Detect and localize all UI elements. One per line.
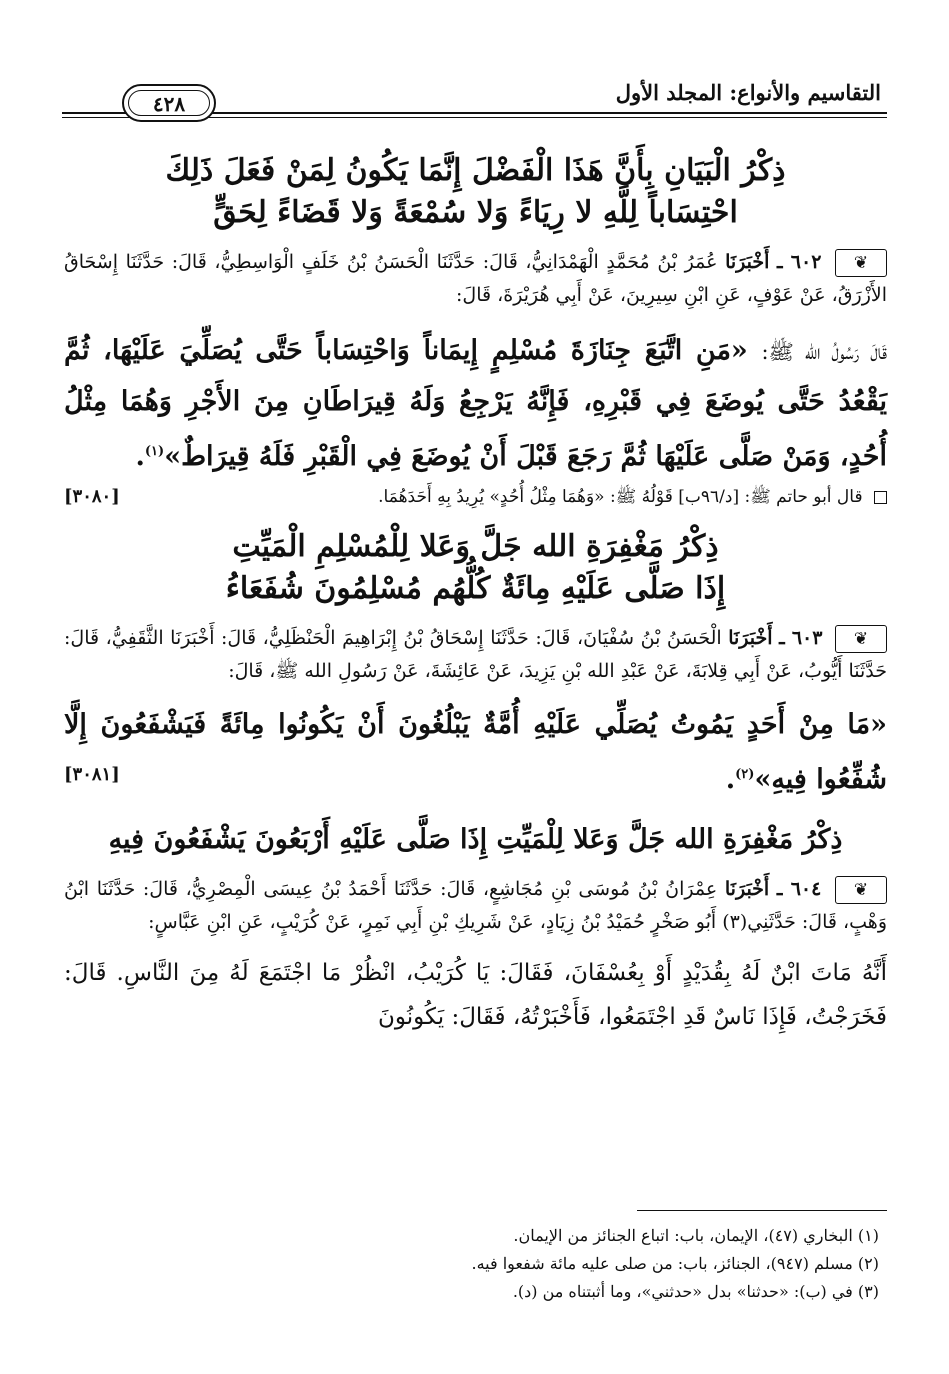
footnote-separator <box>637 1210 887 1211</box>
isnad-paragraph <box>64 622 887 688</box>
isnad-text: الْحَسَنُ بْنُ سُفْيَانَ، قَالَ: حَدَّثَنَا إِسْحَاقُ بْنُ إِبْرَاهِيمَ الْحَنْظَلِيُّ، قَالَ: أَخْبَرَنَا الثَّقَفِيُّ، قَالَ: حَدَّثَنَا أَيُّوبُ، عَنْ أَبِي قِلابَةَ، عَنْ عَبْدِ الله بْنِ يَزِيدَ، عَنْ عَائِشَةَ، عَنْ رَسُولِ الله ﷺ، قَالَ: <box>64 627 887 682</box>
hadith-number: ٦٠٣ ـ <box>779 627 823 649</box>
footnote: (٢) مسلم (٩٤٧)، الجنائز، باب: من صلى عليه مائة شفعوا فيه. <box>471 1254 879 1273</box>
footnote: (١) البخاري (٤٧)، الإيمان، باب: اتباع الجنائز من الإيمان. <box>513 1226 879 1245</box>
hadith-marker-icon: ❦ <box>835 249 887 277</box>
reference-number: [٣٠٨١] <box>64 764 120 785</box>
akhbarana-label: أَخْبَرَنَا <box>728 627 773 649</box>
isnad-text: عِمْرَانُ بْنُ مُوسَى بْنِ مُجَاشِعٍ، قَالَ: حَدَّثَنَا أَحْمَدُ بْنُ عِيسَى الْمِصْرِيُّ، قَالَ: حَدَّثَنَا ابْنُ وَهْبٍ، قَالَ: حَدَّثَنِي(٣) أَبُو صَخْرٍ حُمَيْدُ بْنُ زِيَادٍ، عَنْ شَرِيكِ بْنِ أَبِي نَمِرٍ، عَنْ كُرَيْبٍ، عَنِ ابْنِ عَبَّاسٍ: <box>64 878 887 933</box>
akhbarana-label: أَخْبَرَنَا <box>724 878 770 900</box>
square-bullet-icon <box>874 491 887 504</box>
matn-text: «مَنِ اتَّبَعَ جِنَازَةَ مُسْلِمٍ إِيمَاناً وَاحْتِسَاباً حَتَّى يُصَلِّيَ عَلَيْهَا، ثُمَّ يَقْعُدُ حَتَّى يُوضَعَ فِي قَبْرِهِ، فَإِنَّهُ يَرْجِعُ وَلَهُ قِيرَاطَانِ مِنَ الأَجْرِ وَهُمَا مِثْلُ أُحُدٍ، وَمَنْ صَلَّى عَلَيْهَا ثُمَّ رَجَعَ قَبْلَ أَنْ يُوضَعَ فِي الْقَبْرِ فَلَهُ قِيرَاطٌ» <box>64 335 887 472</box>
chapter-heading-line: ذِكْرُ مَغْفِرَةِ الله جَلَّ وَعَلا لِلْمَيِّتِ إِذَا صَلَّى عَلَيْهِ أَرْبَعُونَ يَشْفَعُونَ فِيهِ <box>108 824 843 855</box>
page-number-frame <box>122 84 216 122</box>
chapter-heading-line: ذِكْرُ الْبَيَانِ بِأَنَّ هَذَا الْفَضْلَ إِنَّمَا يَكُونُ لِمَنْ فَعَلَ ذَلِكَ <box>165 153 786 188</box>
note-line <box>64 482 887 512</box>
hadith-number: ٦٠٤ ـ <box>776 878 822 900</box>
reference-number: [٣٠٨٠] <box>64 486 120 507</box>
page-number: ٤٢٨ <box>128 90 210 116</box>
isnad-paragraph <box>64 246 887 312</box>
matn-intro: قَالَ رَسُولُ الله ﷺ: <box>761 340 887 364</box>
chapter-heading <box>64 150 887 234</box>
footnote-ref: (١) <box>144 444 165 459</box>
matn-paragraph: «مَا مِنْ أَحَدٍ يَمُوتُ يُصَلِّي عَلَيْهِ أُمَّةٌ يَبْلُغُونَ أَنْ يَكُونُوا مِائَةً فَيَشْفَعُونَ إِلَّا شُفِّعُوا فِيهِ»$^{(٢)}$. [٣٠٨١] <box>64 700 887 805</box>
isnad-paragraph <box>64 873 887 939</box>
footnotes <box>70 1222 879 1306</box>
page-body <box>64 150 887 1039</box>
chapter-heading <box>64 819 887 861</box>
matn-paragraph: قَالَ رَسُولُ الله ﷺ: «مَنِ اتَّبَعَ جِنَازَةَ مُسْلِمٍ إِيمَاناً وَاحْتِسَاباً حَتَّى يُصَلِّيَ عَلَيْهَا، ثُمَّ يَقْعُدُ حَتَّى يُوضَعَ فِي قَبْرِهِ، فَإِنَّهُ يَرْجِعُ وَلَهُ قِيرَاطَانِ مِنَ الأَجْرِ وَهُمَا مِثْلُ أُحُدٍ، وَمَنْ صَلَّى عَلَيْهَا ثُمَّ رَجَعَ قَبْلَ أَنْ يُوضَعَ فِي الْقَبْرِ فَلَهُ قِيرَاطٌ»$^{(١)}$. <box>64 335 887 472</box>
chapter-heading <box>64 526 887 610</box>
chapter-heading-line: ذِكْرُ مَغْفِرَةِ الله جَلَّ وَعَلا لِلْمُسْلِمِ الْمَيِّتِ <box>232 529 719 564</box>
footnote: (٣) في (ب): «حدثنا» بدل «حدثني»، وما أثبتناه من (د). <box>512 1282 879 1301</box>
note-text: قال أبو حاتم ﷺ: [د/٩٦ب] قَوْلُهُ ﷺ: «وَهُمَا مِثْلُ أُحُدٍ» يُرِيدُ بِهِ أَحَدَهُمَا. <box>378 487 863 507</box>
isnad-text: عُمَرُ بْنُ مُحَمَّدٍ الْهَمْدَانِيُّ، قَالَ: حَدَّثَنَا الْحَسَنُ بْنُ خَلَفٍ الْوَاسِطِيُّ، قَالَ: حَدَّثَنَا إِسْحَاقُ الأَزْرَقُ، عَنْ عَوْفٍ، عَنِ ابْنِ سِيرِينَ، عَنْ أَبِي هُرَيْرَةَ، قَالَ: <box>64 251 887 306</box>
matn-text: «مَا مِنْ أَحَدٍ يَمُوتُ يُصَلِّي عَلَيْهِ أُمَّةٌ يَبْلُغُونَ أَنْ يَكُونُوا مِائَةً فَيَشْفَعُونَ إِلَّا شُفِّعُوا فِيهِ» <box>64 709 887 795</box>
running-title: التقاسيم والأنواع: المجلد الأول <box>615 80 881 105</box>
hadith-marker-icon: ❦ <box>835 876 887 904</box>
chapter-heading-line: احْتِسَاباً لِلَّهِ لا رِيَاءً وَلا سُمْعَةً وَلا قَضَاءً لِحَقٍّ <box>213 195 738 230</box>
running-header <box>62 70 887 126</box>
matn-paragraph <box>64 951 887 1039</box>
hadith-number: ٦٠٢ ـ <box>777 251 822 273</box>
hadith-marker-icon: ❦ <box>835 625 887 653</box>
footnote-ref: (٢) <box>735 767 755 782</box>
chapter-heading-line: إِذَا صَلَّى عَلَيْهِ مِائَةٌ كُلُّهُم مُسْلِمُونَ شُفَعَاءُ <box>225 571 726 606</box>
akhbarana-label: أَخْبَرَنَا <box>725 251 770 273</box>
matn-text: أَنَّهُ مَاتَ ابْنٌ لَهُ بِقُدَيْدٍ أَوْ بِعُسْفَانَ، فَقَالَ: يَا كُرَيْبُ، انْظُرْ مَا اجْتَمَعَ لَهُ مِنَ النَّاسِ. قَالَ: فَخَرَجْتُ، فَإِذَا نَاسٌ قَدِ اجْتَمَعُوا، فَأَخْبَرْتُهُ، فَقَالَ: يَكُونُونَ <box>64 960 887 1030</box>
